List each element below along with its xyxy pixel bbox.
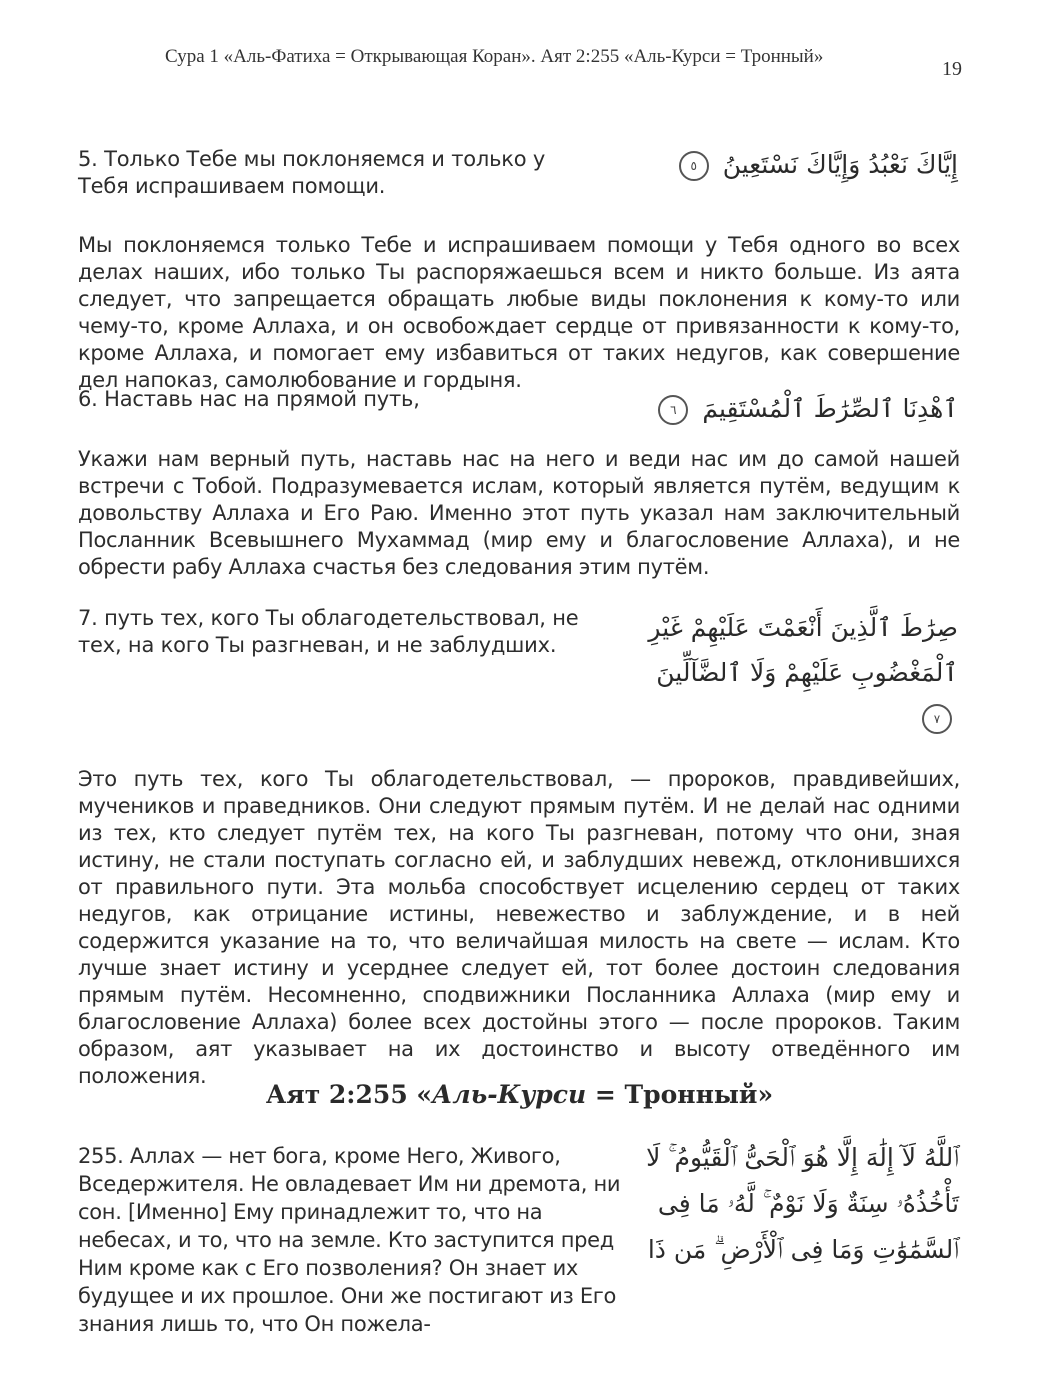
tafsir-7: Это путь тех, кого Ты облагодетельствовал, — пророков, правдивейших, мучеников и праведников. Они следуют прямым путём. И не делай нас одними из тех, кто следует путём тех, на кого Ты разгневан, потому что они, зная истину, не стали поступать согласно ей, и заблудших невежд, отклонившихся от правильного пути. Эта мольба способствует исцелению сердец от таких недугов, как отрицание истины, невежество и заблуждение, и в ней содержится указание на то, что величайшая милость на свете — ислам. Кто лучше знает истину и усерднее следует ей, тот более достоин следования прямым путём. Несомненно, сподвижники Посланника Аллаха (мир ему и благословение Аллаха) более всех достойны этого — после пророков. Таким образом, аят указывает на их достоинство и высоту отведённого им положения. — [78, 767, 960, 1088]
verse-translation: 7. путь тех, кого Ты облагодетельствовал, не тех, на кого Ты разгневан, и не заблудших. — [78, 606, 579, 657]
title-italic: Аль-Курси — [432, 1080, 587, 1109]
ayah-number-icon: ٥ — [679, 151, 709, 181]
page-number: 19 — [942, 58, 962, 80]
ayah-number-icon: ٧ — [922, 704, 952, 734]
verse-translation: 5. Только Тебе мы поклоняемся и только у Тебя испрашиваем помощи. — [78, 147, 546, 198]
verse-arabic — [628, 142, 958, 187]
arabic-text: صِرَٰطَ ٱلَّذِينَ أَنْعَمْتَ عَلَيْهِمْ غَيْرِ ٱلْمَغْضُوبِ عَلَيْهِمْ وَلَا ٱلضَّآلِّينَ — [648, 613, 958, 687]
verse-translation: 6. Наставь нас на прямой путь, — [78, 387, 420, 411]
verse-5 — [78, 146, 958, 206]
title-suffix: = Тронный» — [586, 1080, 774, 1109]
arabic-text: إِيَّاكَ نَعْبُدُ وَإِيَّاكَ نَسْتَعِينُ — [722, 150, 958, 179]
tafsir-6: Укажи нам верный путь, наставь нас на него и веди нас им до самой нашей встречи с Тобой. Подразумевается ислам, который является путём, ведущим к довольству Аллаха и Его Раю. Именно этот путь указал нам заключительный Посланник Всевышнего Мухаммад (мир ему и благословение Аллаха), и не обрести рабу Аллаха счастья без следования этим путём. — [78, 447, 960, 579]
verse-arabic — [628, 605, 958, 740]
section-title — [0, 1080, 1039, 1109]
tafsir-5: Мы поклоняемся только Тебе и испрашиваем помощи у Тебя одного во всех делах наших, ибо только Ты распоряжаешься всем и никто больше. Из аята следует, что запрещается обращать любые виды поклонения к кому-то или чему-то, кроме Аллаха, и он освобождает сердце от привязанности к кому-то, кроме Аллаха, и помогает ему избавиться от таких недугов, как совершение дел напоказ, самолюбование и гордыня. — [78, 233, 960, 392]
arabic-text: ٱهْدِنَا ٱلصِّرَٰطَ ٱلْمُسْتَقِيمَ — [702, 394, 958, 423]
verse-6 — [78, 386, 958, 436]
title-prefix: Аят 2:255 « — [265, 1080, 433, 1109]
verse-7 — [78, 605, 958, 745]
ayah-number-icon: ٦ — [658, 395, 688, 425]
verse-arabic — [628, 386, 958, 431]
verse-255-translation: 255. Аллах — нет бога, кроме Него, Живого, Вседержителя. Не овладевает Им ни дремота, ни сон. [Именно] Ему принадлежит то, что на небесах, и то, что на земле. Кто заступится пред Ним кроме как с Его позволения? Он знает их будущее и их прошлое. Они же постигают из Его знания лишь то, что Он пожела- — [78, 1144, 621, 1336]
running-title: Сура 1 «Аль-Фатиха = Открывающая Коран». Аят 2:255 «Аль-Курси = Тронный» — [165, 46, 824, 67]
verse-255-arabic: ٱللَّهُ لَآ إِلَٰهَ إِلَّا هُوَ ٱلْحَىُّ ٱلْقَيُّومُ ۚ لَا تَأْخُذُهُۥ سِنَةٌ وَلَا نَوْمٌ ۚ لَّهُۥ مَا فِى ٱلسَّمَٰوَٰتِ وَمَا فِى ٱلْأَرْضِ ۗ مَن ذَا — [646, 1143, 959, 1264]
